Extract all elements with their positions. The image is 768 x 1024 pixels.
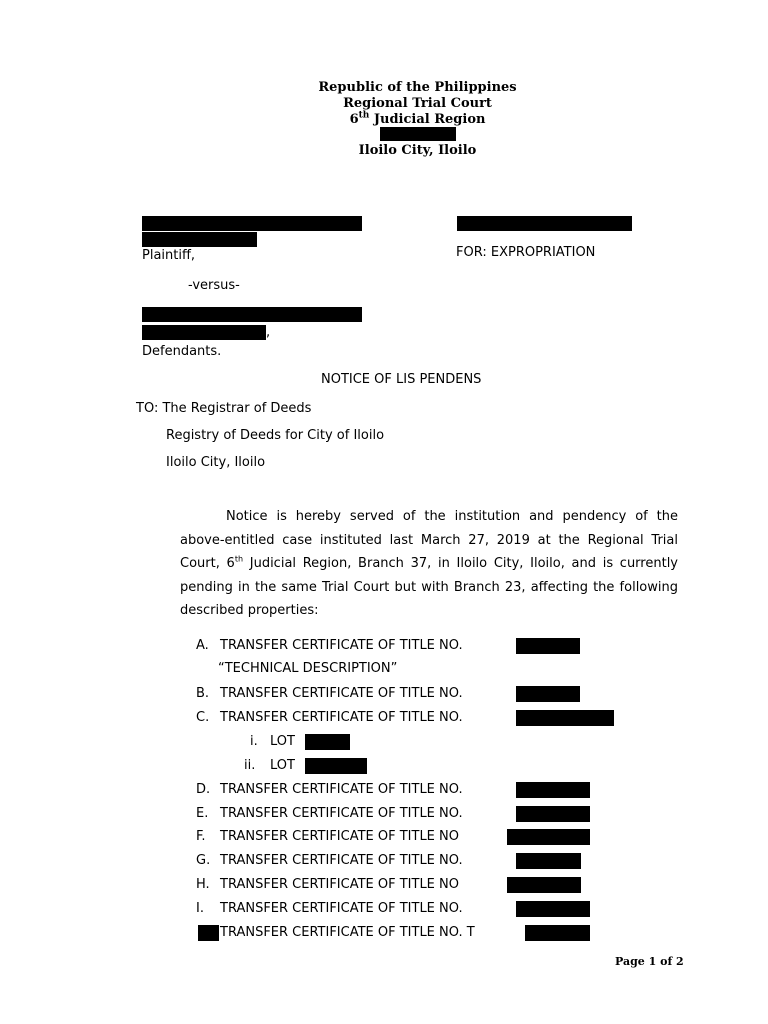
redacted-item-label	[198, 925, 219, 941]
list-item: “TECHNICAL DESCRIPTION”	[218, 661, 398, 676]
list-item: B. TRANSFER CERTIFICATE OF TITLE NO.	[196, 686, 463, 701]
list-item: D. TRANSFER CERTIFICATE OF TITLE NO.	[196, 782, 463, 797]
redacted-tct-number	[516, 853, 581, 869]
redacted-plaintiff-name	[142, 216, 362, 231]
redacted-defendant-name	[142, 307, 362, 322]
redacted-tct-number	[516, 710, 614, 726]
court-header-republic: Republic of the Philippines	[318, 80, 517, 95]
defendants-label: Defendants.	[142, 344, 222, 359]
addressee-city: Iloilo City, Iloilo	[166, 455, 266, 470]
list-item: A. TRANSFER CERTIFICATE OF TITLE NO.	[196, 638, 463, 653]
redacted-tct-number	[516, 686, 580, 702]
notice-paragraph: Notice is hereby served of the institution and pendency of the above-entitled case instituted last March 27, 2019 at the Regional Trial Court, 6th Judicial Region, Branch 37, in Iloilo City, Iloilo, and is currently pending in the same Trial Court but with Branch 23, affecting the following described properties:	[180, 509, 678, 618]
plaintiff-label: Plaintiff,	[142, 248, 196, 263]
list-item: H. TRANSFER CERTIFICATE OF TITLE NO	[196, 877, 459, 892]
redacted-tct-number	[516, 806, 590, 822]
redacted-lot-number	[305, 734, 350, 750]
court-header-city: Iloilo City, Iloilo	[358, 143, 477, 158]
redacted-branch	[380, 127, 456, 141]
redacted-defendant-name-2	[142, 325, 266, 340]
page-number: Page 1 of 2	[615, 955, 684, 968]
court-header-rtc: Regional Trial Court	[343, 96, 492, 111]
sub-item-label: i.	[250, 734, 258, 749]
court-header-region: 6th Judicial Region	[349, 110, 486, 127]
redacted-tct-number	[516, 638, 580, 654]
redacted-tct-number	[507, 829, 590, 845]
list-item: I. TRANSFER CERTIFICATE OF TITLE NO.	[196, 901, 463, 916]
sub-item-label: ii.	[244, 758, 256, 773]
list-item: E. TRANSFER CERTIFICATE OF TITLE NO.	[196, 806, 463, 821]
redacted-plaintiff-name-2	[142, 232, 257, 247]
redacted-case-number	[457, 216, 632, 231]
list-item: F. TRANSFER CERTIFICATE OF TITLE NO	[196, 829, 459, 844]
redacted-lot-number	[305, 758, 367, 774]
defendant-comma: ,	[266, 325, 271, 340]
list-item: G. TRANSFER CERTIFICATE OF TITLE NO.	[196, 853, 463, 868]
redacted-tct-number	[516, 901, 590, 917]
sub-item-text: LOT	[270, 734, 295, 749]
versus-label: -versus-	[188, 278, 240, 293]
redacted-tct-number	[516, 782, 590, 798]
list-item: C. TRANSFER CERTIFICATE OF TITLE NO.	[196, 710, 463, 725]
sub-item-text: LOT	[270, 758, 295, 773]
redacted-tct-number	[525, 925, 590, 941]
addressee-registry: Registry of Deeds for City of Iloilo	[166, 428, 385, 443]
addressee-to: TO: The Registrar of Deeds	[136, 401, 312, 416]
redacted-tct-number	[507, 877, 581, 893]
list-item: TRANSFER CERTIFICATE OF TITLE NO. T	[220, 925, 475, 940]
case-for-label: FOR: EXPROPRIATION	[456, 245, 596, 260]
notice-title: NOTICE OF LIS PENDENS	[321, 372, 482, 387]
